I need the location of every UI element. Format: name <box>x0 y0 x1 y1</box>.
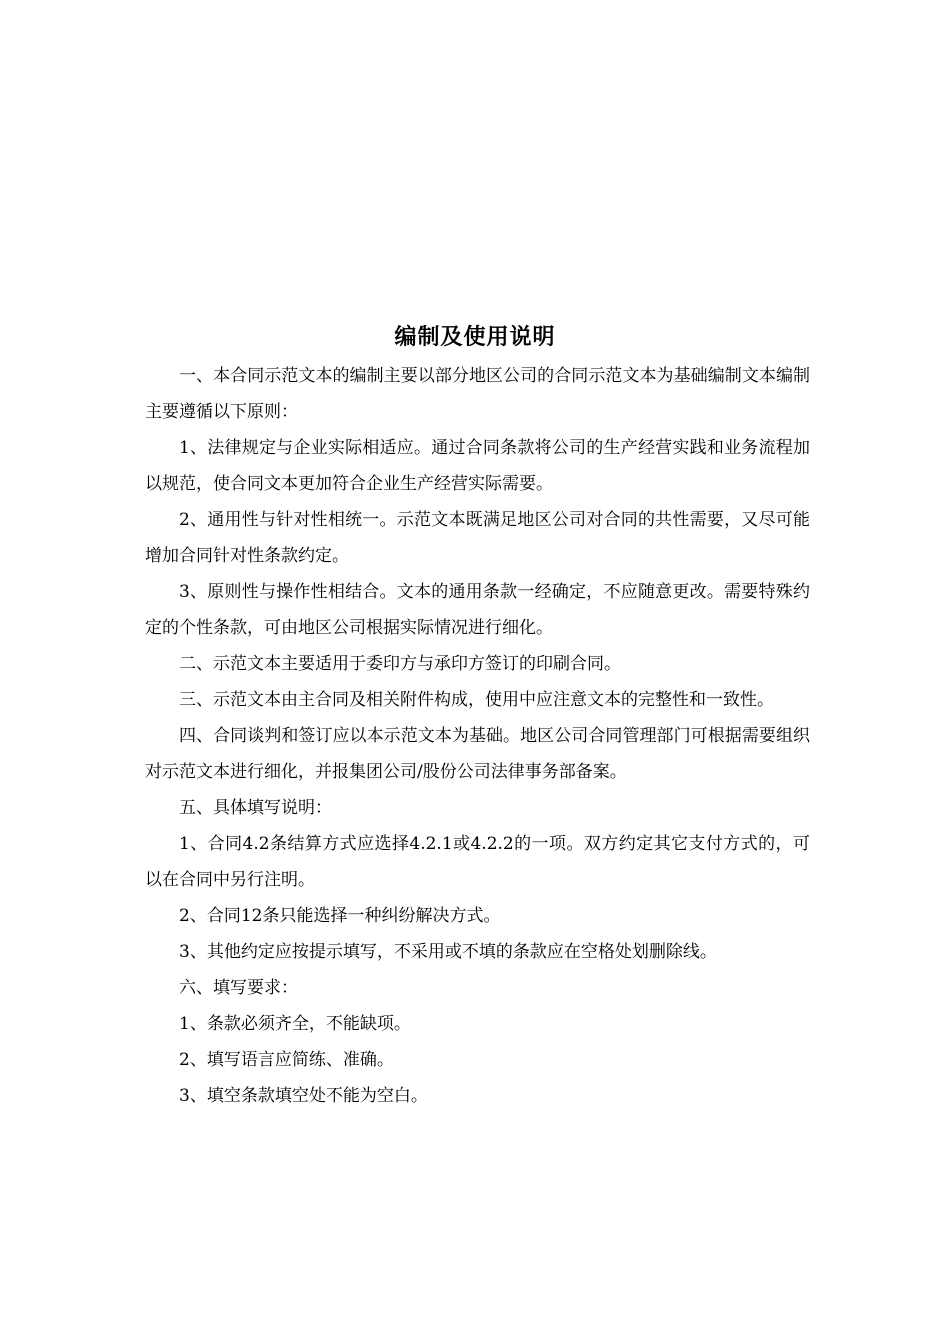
document-title: 编制及使用说明 <box>394 325 556 350</box>
paragraph-filling-requirements-heading: 六、填写要求： <box>179 978 298 998</box>
paragraph-requirement-3: 3、填空条款填空处不能为空白。 <box>179 1086 428 1106</box>
paragraph-instruction-1: 1、合同4.2条结算方式应选择4.2.1或4.2.2的一项。双方约定其它支付方式的，可以在合同中另行注明。 <box>145 834 810 890</box>
paragraph-principle-1: 1、法律规定与企业实际相适应。通过合同条款将公司的生产经营实践和业务流程加以规范，使合同文本更加符合企业生产经营实际需要。 <box>145 438 810 494</box>
paragraph-principle-2: 2、通用性与针对性相统一。示范文本既满足地区公司对合同的共性需要，又尽可能增加合同针对性条款约定。 <box>145 510 810 566</box>
document-body <box>145 358 810 1114</box>
paragraph-filling-instructions-heading: 五、具体填写说明： <box>179 798 332 818</box>
paragraph-instruction-3: 3、其他约定应按提示填写，不采用或不填的条款应在空格处划删除线。 <box>179 942 717 962</box>
paragraph-scope: 二、示范文本主要适用于委印方与承印方签订的印刷合同。 <box>179 654 621 674</box>
paragraph-instruction-2: 2、合同12条只能选择一种纠纷解决方式。 <box>179 906 501 926</box>
paragraph-negotiation: 四、合同谈判和签订应以本示范文本为基础。地区公司合同管理部门可根据需要组织对示范文本进行细化，并报集团公司/股份公司法律事务部备案。 <box>145 726 810 782</box>
paragraph-requirement-2: 2、填写语言应简练、准确。 <box>179 1050 394 1070</box>
paragraph-principles-intro: 一、本合同示范文本的编制主要以部分地区公司的合同示范文本为基础编制文本编制主要遵循以下原则： <box>145 366 810 422</box>
paragraph-principle-3: 3、原则性与操作性相结合。文本的通用条款一经确定，不应随意更改。需要特殊约定的个性条款，可由地区公司根据实际情况进行细化。 <box>145 582 810 638</box>
paragraph-requirement-1: 1、条款必须齐全，不能缺项。 <box>179 1014 411 1034</box>
paragraph-composition: 三、示范文本由主合同及相关附件构成，使用中应注意文本的完整性和一致性。 <box>179 690 774 710</box>
